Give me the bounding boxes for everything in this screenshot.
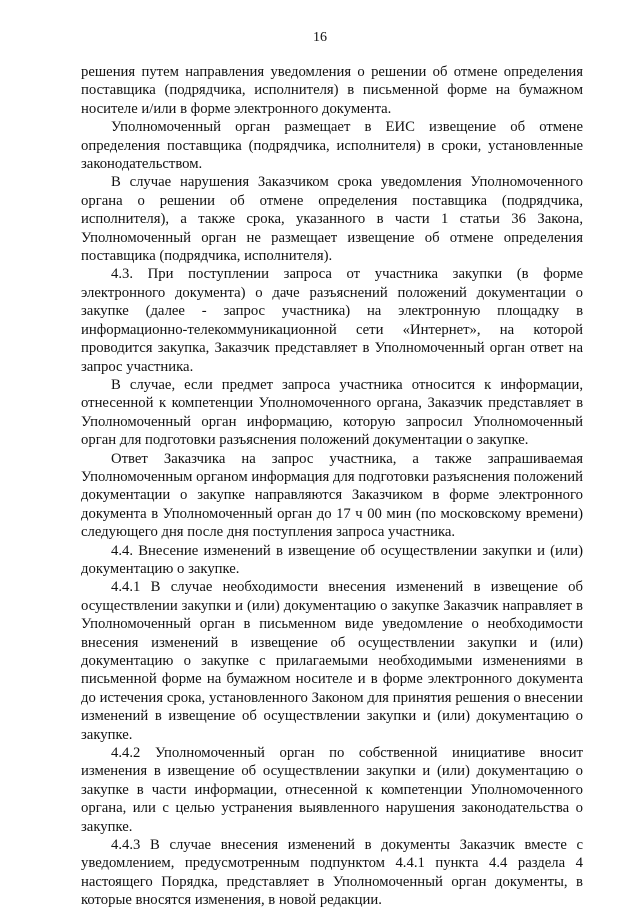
paragraph-4-4-1: 4.4.1 В случае необходимости внесения изменений в извещение об осуществлении закупки и (или) документацию о закупке Заказчик направляет в Уполномоченный орган в письменном виде уведомление о необходимости внесения изменений в извещение об осуществлении закупки и (или) документацию о закупке с прилагаемыми необходимыми изменениями в письменной форме на бумажном носителе и в форме электронного документа до истечения срока, установленного Законом для принятия решения о внесении изменений в извещение об осуществлении закупки и (или) документацию о закупке. (81, 579, 583, 743)
paragraph-4-4-heading: 4.4. Внесение изменений в извещение об осуществлении закупки и (или) документацию о закупке. (81, 542, 583, 577)
paragraph-request-competence: В случае, если предмет запроса участника относится к информации, отнесенной к компетенции Уполномоченного органа, Заказчик представляет в Уполномоченный орган информацию, которую запросил Уполномоченный орган для подготовки разъяснения положений документации о закупке. (81, 376, 583, 449)
paragraph-customer-answer: Ответ Заказчика на запрос участника, а также запрашиваемая Уполномоченным органом информация для подготовки разъяснения положений документации о закупке направляются Заказчиком в форме электронного документа в Уполномоченный орган до 17 ч 00 мин (по московскому времени) следующего дня после дня поступления запроса участника. (81, 450, 583, 541)
paragraph-continuation: решения путем направления уведомления о решении об отмене определения поставщика (подрядчика, исполнителя) в письменной форме на бумажном носителе и/или в форме электронного документа. (81, 64, 583, 117)
page-number: 16 (313, 30, 327, 45)
paragraph-eis-notice: Уполномоченный орган размещает в ЕИС извещение об отмене определения поставщика (подрядчика, исполнителя) в сроки, установленные законодательством. (81, 119, 583, 173)
paragraph-deadline-violation: В случае нарушения Заказчиком срока уведомления Уполномоченного органа о решении об отмене определения поставщика (подрядчика, исполнителя), а также срока, указанного в части 1 статьи 36 Закона, Уполномоченный орган не размещает извещение об отмене определения поставщика (подрядчика, исполнителя). (81, 174, 583, 265)
document-body (81, 63, 583, 910)
paragraph-4-4-3: 4.4.3 В случае внесения изменений в документы Заказчик вместе с уведомлением, предусмотренным подпунктом 4.4.1 пункта 4.4 раздела 4 настоящего Порядка, представляет в Уполномоченный орган документы, в которые вносятся изменения, в новой редакции. (81, 837, 583, 909)
paragraph-4-3: 4.3. При поступлении запроса от участника закупки (в форме электронного документа) о даче разъяснений положений документации о закупке (далее - запрос участника) на электронную площадку в информационно-телекоммуникационной сети «Интернет», на которой проводится закупка, Заказчик представляет в Уполномоченный орган ответ на запрос участника. (81, 266, 583, 375)
paragraph-4-4-2: 4.4.2 Уполномоченный орган по собственной инициативе вносит изменения в извещение об осуществлении закупки и (или) документацию о закупке в части информации, отнесенной к компетенции Уполномоченного органа, или с целью устранения выявленного нарушения законодательства о закупке. (81, 745, 583, 835)
